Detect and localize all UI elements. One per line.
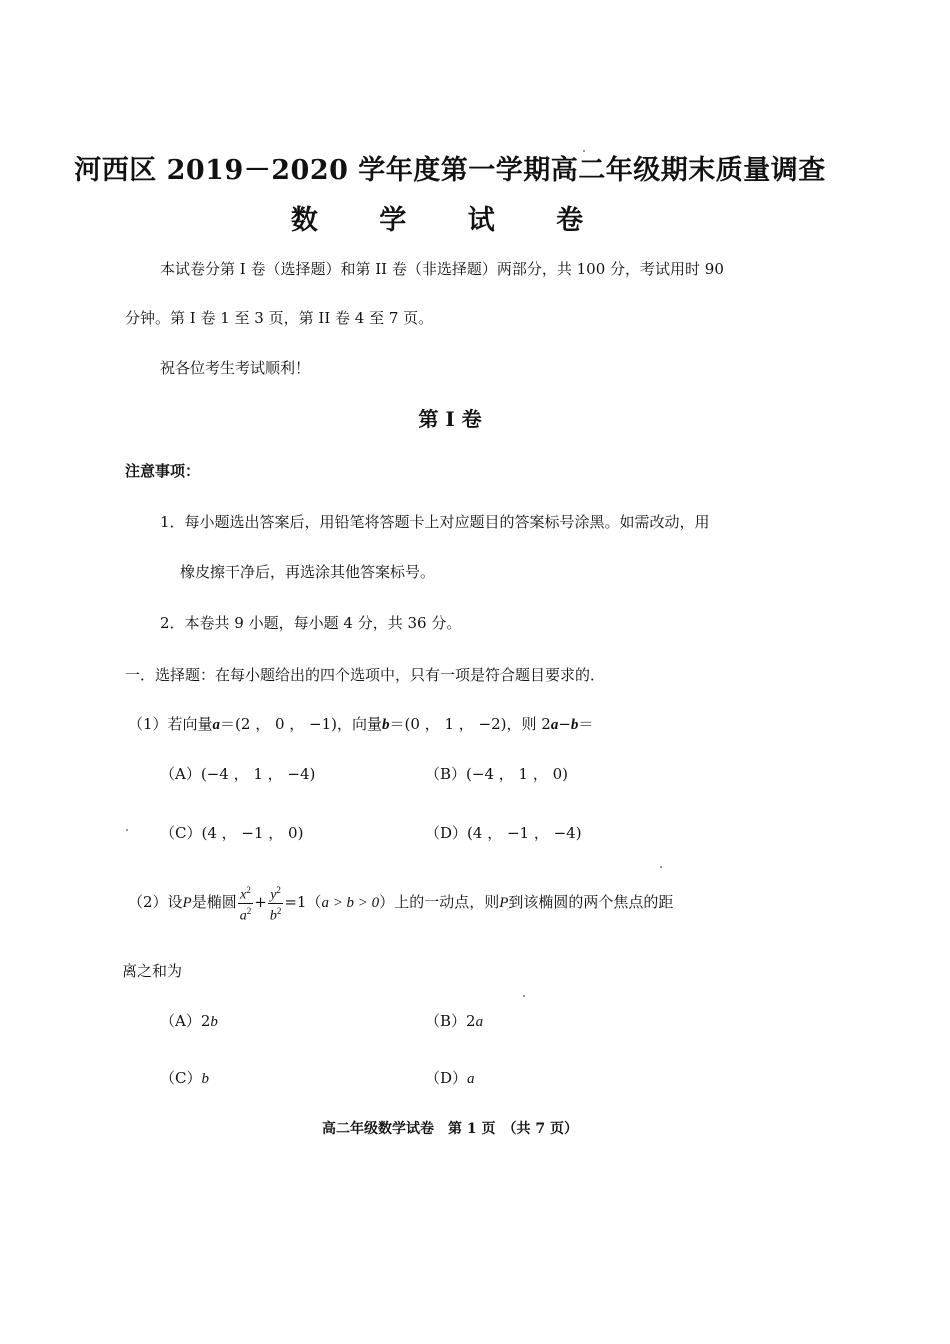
scan-speck bbox=[126, 829, 128, 831]
frac-a: a bbox=[239, 908, 247, 924]
q2-option-c bbox=[160, 1067, 209, 1088]
q1-vector-b-value: ＝(0 ， 1 ， −2)，则 2 bbox=[389, 715, 551, 733]
q2-post-text: ）上的一动点，则 bbox=[379, 893, 500, 912]
q2-option-b bbox=[425, 1010, 483, 1031]
frac-b: b bbox=[269, 908, 277, 924]
question-1-stem bbox=[128, 713, 593, 734]
page-footer: 高二年级数学试卷 第 1 页 （共 7 页） bbox=[322, 1121, 578, 1137]
intro-line-1: 本试卷分第 I 卷（选择题）和第 II 卷（非选择题）两部分，共 100 分，考试用时 90 bbox=[160, 260, 724, 278]
point-p-2: P bbox=[499, 895, 509, 912]
q2-option-c-label: （C） bbox=[160, 1069, 202, 1087]
q2-option-d-label: （D） bbox=[425, 1069, 468, 1087]
note-item-2: 2．本卷共 9 小题，每小题 4 分，共 36 分。 bbox=[160, 614, 462, 632]
q2-option-a bbox=[160, 1010, 218, 1031]
part-one-heading: 一．选择题：在每小题给出的四个选项中，只有一项是符合题目要求的． bbox=[125, 666, 606, 684]
q2-option-c-var: b bbox=[201, 1071, 209, 1087]
equals-one: =1（ bbox=[284, 893, 322, 912]
q1-option-c: （C）(4 ， −1 ， 0) bbox=[160, 824, 304, 842]
vector-a: a bbox=[212, 717, 221, 733]
q1-option-b: （B）(−4 ， 1 ， 0) bbox=[425, 765, 568, 783]
q2-option-a-var: b bbox=[210, 1014, 218, 1030]
q2-tail-text: 到该椭圆的两个焦点的距 bbox=[508, 893, 674, 912]
q2-option-d bbox=[425, 1067, 475, 1088]
q1-equals: ＝ bbox=[578, 715, 594, 733]
exam-subtitle: 数 学 试 卷 bbox=[290, 205, 610, 236]
notes-heading: 注意事项： bbox=[125, 462, 201, 480]
vector-b: b bbox=[382, 717, 390, 733]
q1-minus: − bbox=[558, 715, 571, 733]
question-2-stem bbox=[128, 883, 673, 923]
q1-number: （1）若向量 bbox=[128, 715, 213, 733]
q2-option-d-var: a bbox=[467, 1071, 475, 1087]
q1-option-d: （D）(4 ， −1 ， −4) bbox=[425, 824, 582, 842]
frac-y: y bbox=[270, 887, 277, 903]
q1-vector-a-value: ＝(2 ， 0 ， −1)，向量 bbox=[220, 715, 383, 733]
vector-b-expr: b bbox=[570, 717, 579, 733]
q2-option-b-label: （B）2 bbox=[425, 1012, 476, 1030]
fraction-x-over-a: $\frac{x^2}{a^2}$ bbox=[239, 885, 252, 924]
section-heading: 第 I 卷 bbox=[418, 407, 482, 431]
exam-title: 河西区 2019－2020 学年度第一学期高二年级期末质量调查 bbox=[74, 155, 826, 186]
q2-option-a-label: （A）2 bbox=[160, 1012, 211, 1030]
frac-x: x bbox=[240, 887, 247, 903]
scan-speck bbox=[583, 150, 585, 152]
point-p: P bbox=[182, 895, 192, 912]
scan-speck bbox=[660, 866, 662, 868]
scan-speck bbox=[523, 995, 525, 997]
condition: a > b > 0 bbox=[321, 895, 380, 912]
good-luck-text: 祝各位考生考试顺利！ bbox=[160, 359, 311, 377]
q1-option-a: （A）(−4 ， 1 ， −4) bbox=[160, 765, 316, 783]
plus-sign: + bbox=[254, 893, 267, 912]
note-item-1-line-2: 橡皮擦干净后，再选涂其他答案标号。 bbox=[180, 563, 436, 581]
q2-prefix: （2）设 bbox=[128, 893, 183, 912]
fraction-y-over-b: $\frac{y^2}{b^2}$ bbox=[269, 885, 282, 924]
q2-option-b-var: a bbox=[475, 1014, 484, 1030]
intro-line-2: 分钟。第 I 卷 1 至 3 页，第 II 卷 4 至 7 页。 bbox=[125, 309, 434, 327]
note-item-1-line-1: 1．每小题选出答案后，用铅笔将答题卡上对应题目的答案标号涂黑。如需改动，用 bbox=[160, 513, 710, 531]
vector-a-expr: a bbox=[550, 717, 559, 733]
question-2-line-2: 离之和为 bbox=[122, 962, 183, 980]
q2-ellipse-text: 是椭圆 bbox=[191, 893, 237, 912]
